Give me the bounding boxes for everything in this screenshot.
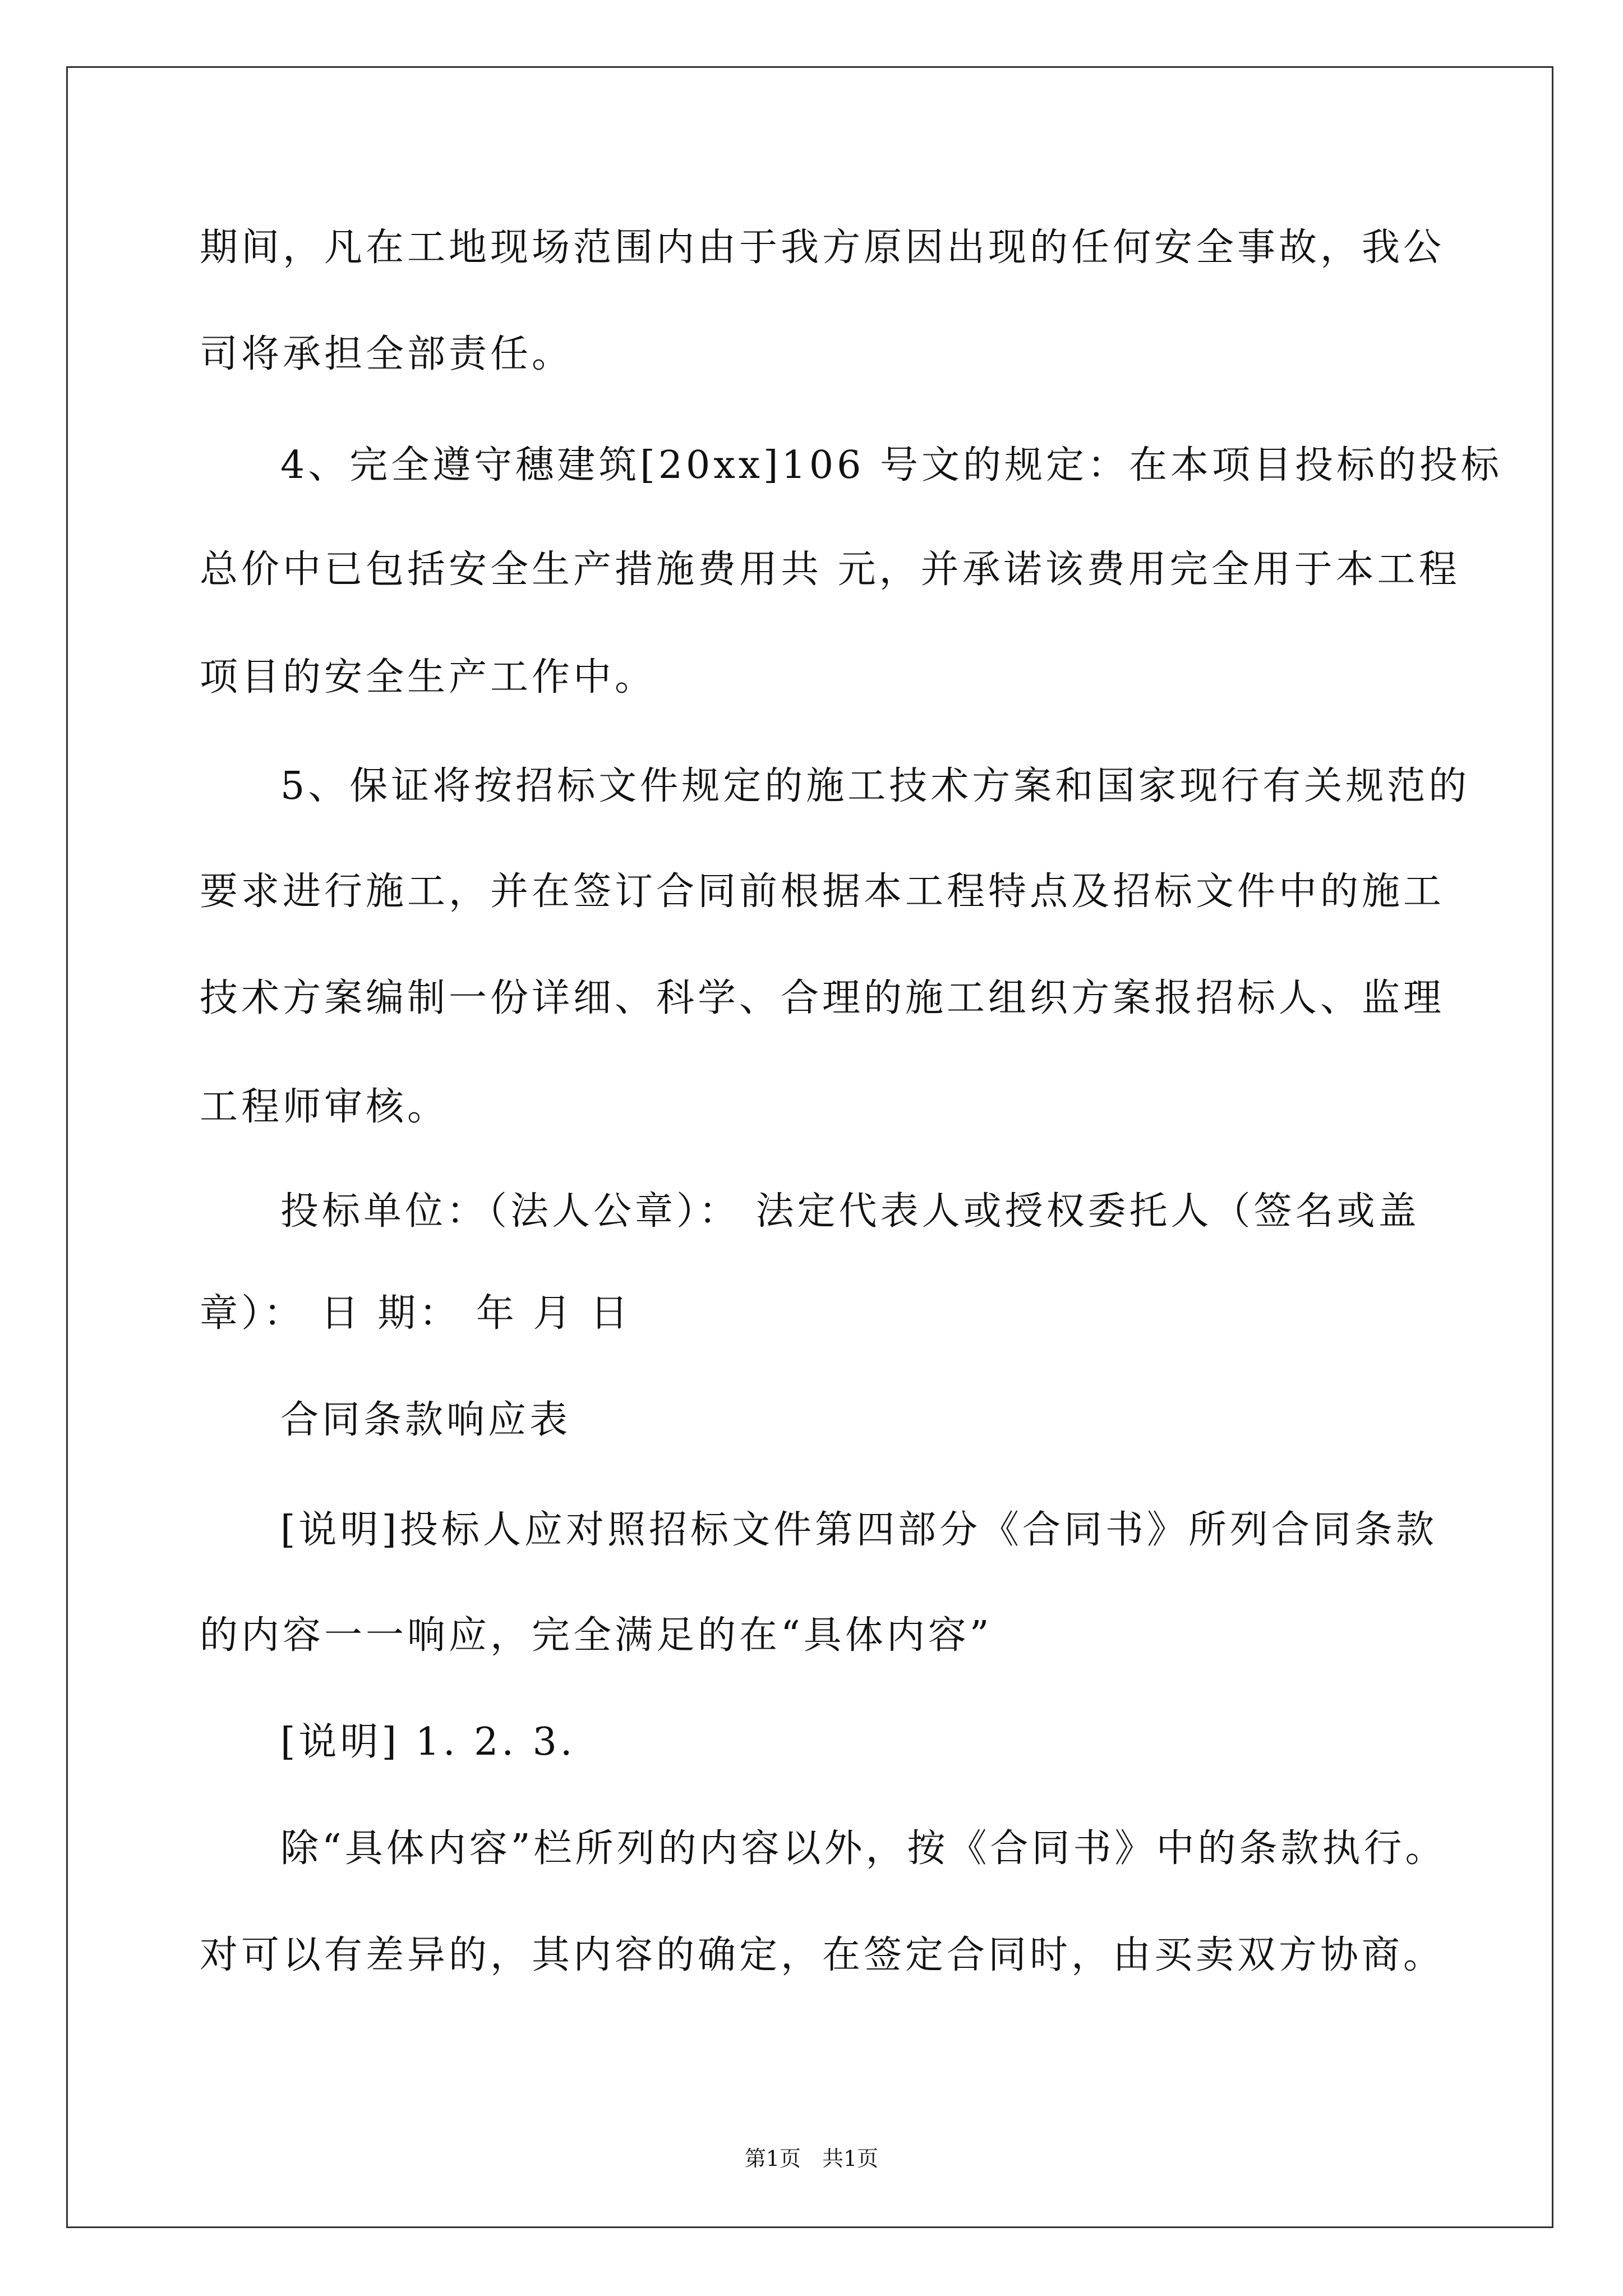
body-line-13: [说明]投标人应对照招标文件第四部分《合同书》所列合同条款 xyxy=(280,1508,1438,1552)
body-line-15: [说明] 1. 2. 3. xyxy=(280,1720,576,1764)
body-line-8: 技术方案编制一份详细、科学、合理的施工组织方案报招标人、监理 xyxy=(200,976,1445,1020)
page-border xyxy=(66,66,1553,2228)
body-line-7: 要求进行施工，并在签订合同前根据本工程特点及招标文件中的施工 xyxy=(200,869,1445,914)
body-line-3: 4、完全遵守穗建筑[20xx]106 号文的规定：在本项目投标的投标 xyxy=(280,443,1502,487)
body-line-5: 项目的安全生产工作中。 xyxy=(200,655,657,700)
body-line-6: 5、保证将按招标文件规定的施工技术方案和国家现行有关规范的 xyxy=(280,764,1470,808)
body-line-2: 司将承担全部责任。 xyxy=(200,332,574,376)
body-line-17: 对可以有差异的，其内容的确定，在签定合同时，由买卖双方协商。 xyxy=(200,1933,1445,1977)
body-line-16: 除“具体内容”栏所列的内容以外，按《合同书》中的条款执行。 xyxy=(280,1826,1447,1871)
body-line-9: 工程师审核。 xyxy=(200,1085,449,1129)
body-line-4: 总价中已包括安全生产措施费用共 元，并承诺该费用完全用于本工程 xyxy=(200,547,1460,592)
signature-line-1: 投标单位：（法人公章）： 法定代表人或授权委托人（签名或盖 xyxy=(280,1189,1420,1234)
section-heading: 合同条款响应表 xyxy=(280,1398,571,1442)
signature-line-2: 章）： 日 期： 年 月 日 xyxy=(200,1291,632,1336)
page-footer: 第1页 共1页 xyxy=(744,2146,879,2171)
body-line-1: 期间，凡在工地现场范围内由于我方原因出现的任何安全事故，我公 xyxy=(200,226,1445,270)
body-line-14: 的内容一一响应，完全满足的在“具体内容” xyxy=(200,1613,993,1658)
